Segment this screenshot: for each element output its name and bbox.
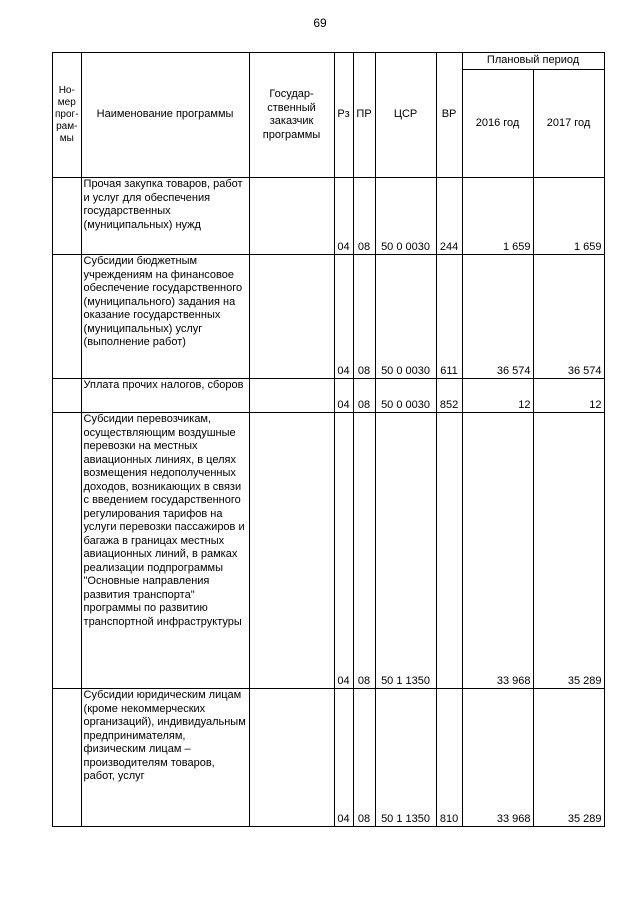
table-row — [53, 379, 605, 413]
row-name: Субсидии бюджетным учреждениям на финансовое обеспечение государственного (муниципального) задания на оказание государственных (муниципальных) услуг (выполнение работ) — [81, 255, 249, 379]
budget-table — [52, 52, 605, 827]
row-2017: 1 659 — [533, 178, 604, 255]
row-rz: 04 — [334, 689, 353, 827]
row-2016: 1 659 — [462, 178, 533, 255]
row-vr: 244 — [436, 178, 462, 255]
col-header-vr: ВР — [436, 53, 462, 178]
row-name: Субсидии юридическим лицам (кроме некоммерческих организаций), индивидуальным предпринимателям, физическим лицам – производителям товаров, работ, услуг — [81, 689, 249, 827]
table-row — [53, 255, 605, 379]
row-csr: 50 0 0030 — [375, 255, 436, 379]
col-header-pr: ПР — [353, 53, 375, 178]
row-name: Уплата прочих налогов, сборов — [81, 379, 249, 413]
row-2017: 36 574 — [533, 255, 604, 379]
row-name: Субсидии перевозчикам, осуществляющим воздушные перевозки на местных авиационных линиях, в целях возмещения недополученных доходов, возникающих в связи с введением государственного регулирования тарифов на услуги перевозки пассажиров и багажа в границах местных авиационных линий, в рамках реализации подпрограммы "Основные направления развития транспорта" программы по развитию транспортной инфраструктуры — [81, 413, 249, 689]
row-rz: 04 — [334, 413, 353, 689]
row-csr: 50 1 1350 — [375, 413, 436, 689]
table-row — [53, 413, 605, 689]
col-header-planned-period: Плановый период — [462, 53, 604, 70]
row-vr: 611 — [436, 255, 462, 379]
row-2017: 35 289 — [533, 689, 604, 827]
row-name: Прочая закупка товаров, работ и услуг для обеспечения государственных (муниципальных) нужд — [81, 178, 249, 255]
row-vr — [436, 413, 462, 689]
table-row — [53, 689, 605, 827]
col-header-rz: Рз — [334, 53, 353, 178]
row-vr: 852 — [436, 379, 462, 413]
row-pr: 08 — [353, 379, 375, 413]
row-csr: 50 0 0030 — [375, 178, 436, 255]
row-pr: 08 — [353, 413, 375, 689]
row-vr: 810 — [436, 689, 462, 827]
row-csr: 50 1 1350 — [375, 689, 436, 827]
col-header-name: Наименование программы — [81, 53, 249, 178]
row-2017: 12 — [533, 379, 604, 413]
row-2016: 12 — [462, 379, 533, 413]
table-row — [53, 178, 605, 255]
row-2017: 35 289 — [533, 413, 604, 689]
col-header-csr: ЦСР — [375, 53, 436, 178]
row-pr: 08 — [353, 689, 375, 827]
row-rz: 04 — [334, 379, 353, 413]
row-pr: 08 — [353, 255, 375, 379]
row-rz: 04 — [334, 255, 353, 379]
col-header-number: Номер программы — [53, 53, 82, 178]
page-number: 69 — [313, 16, 327, 30]
col-header-2017: 2017 год — [533, 70, 604, 178]
col-header-2016: 2016 год — [462, 70, 533, 178]
col-header-customer: Государственный заказчик программы — [249, 53, 334, 178]
row-csr: 50 0 0030 — [375, 379, 436, 413]
row-rz: 04 — [334, 178, 353, 255]
row-2016: 33 968 — [462, 413, 533, 689]
row-2016: 36 574 — [462, 255, 533, 379]
row-pr: 08 — [353, 178, 375, 255]
row-2016: 33 968 — [462, 689, 533, 827]
